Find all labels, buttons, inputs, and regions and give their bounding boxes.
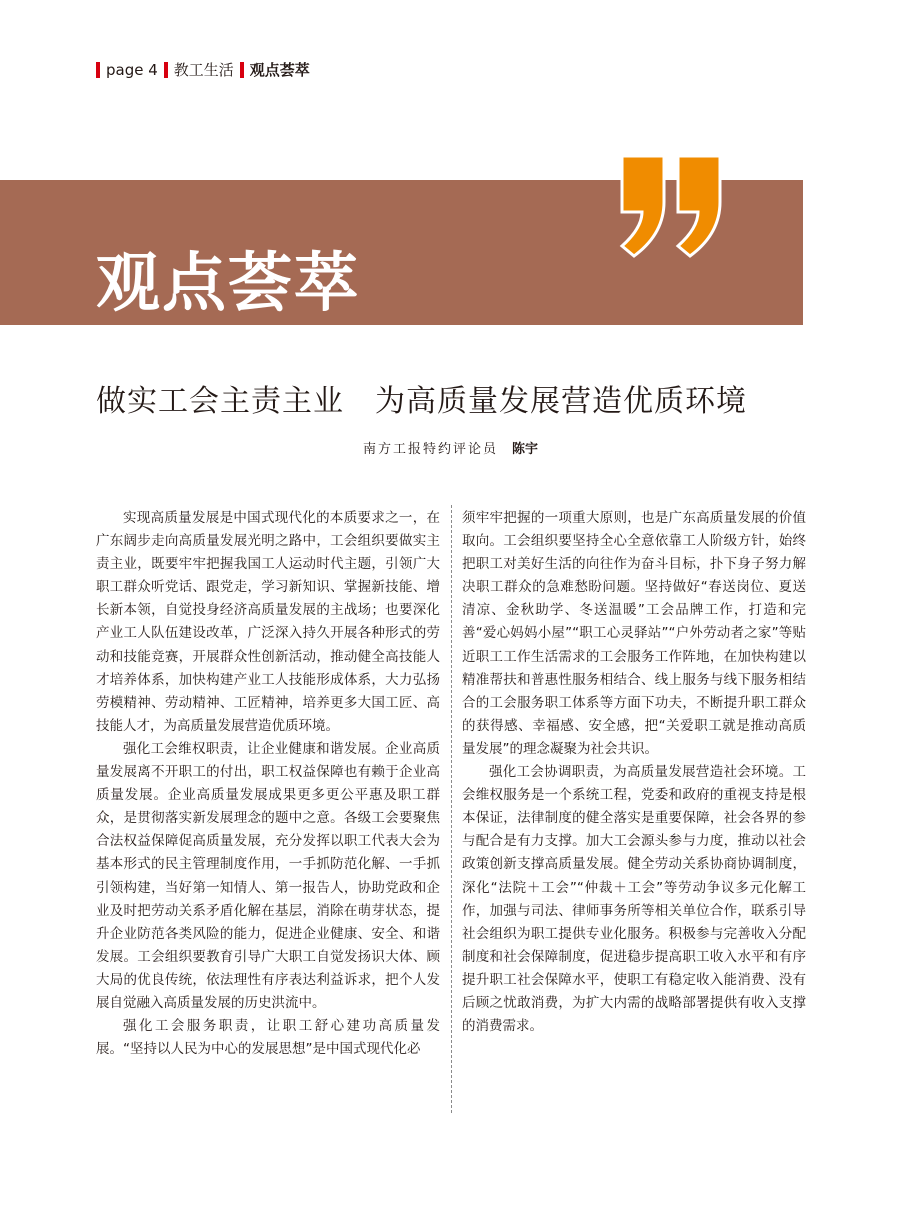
page-header (96, 60, 310, 80)
body-column-left (96, 507, 440, 1061)
byline-role: 南方工报特约评论员 (363, 442, 499, 457)
red-bar-marker (240, 62, 244, 78)
paragraph: 须牢牢把握的一项重大原则，也是广东高质量发展的价值取向。工会组织要坚持全心全意依靠工人阶级方针，始终把职工对美好生活的向往作为奋斗目标，扑下身子努力解决职工群众的急难愁盼问题。坚持做好“春送岗位、夏送清凉、金秋助学、冬送温暖”工会品牌工作，打造和完善“爱心妈妈小屋”“职工心灵驿站”“户外劳动者之家”等贴近职工工作生活需求的工会服务工作阵地，在加快构建以精准帮扶和普惠性服务相结合、线上服务与线下服务相结合的工会服务职工体系等方面下功夫，不断提升职工群众的获得感、幸福感、安全感，把“关爱职工就是推动高质量发展”的理念凝聚为社会共识。 (462, 510, 806, 757)
paragraph: 强化工会服务职责，让职工舒心建功高质量发展。“坚持以人民为中心的发展思想”是中国式现代化必 (96, 1018, 440, 1058)
byline-author: 陈宇 (512, 442, 539, 457)
quote-mark-left (622, 156, 664, 256)
article-title: 做实工会主责主业 为高质量发展营造优质环境 (96, 384, 747, 419)
red-bar-marker (164, 62, 168, 78)
paragraph: 强化工会协调职责，为高质量发展营造社会环境。工会维权服务是一个系统工程，党委和政府的重视支持是根本保证，法律制度的健全落实是重要保障，社会各界的参与配合是有力支撑。加大工会源头参与力度，推动以社会政策创新支撑高质量发展。健全劳动关系协商协调制度，深化“法院＋工会”“仲裁＋工会”等劳动争议多元化解工作，加强与司法、律师事务所等相关单位合作，联系引导社会组织为职工提供专业化服务。积极参与完善收入分配制度和社会保障制度，促进稳步提高职工收入水平和有序提升职工社会保障水平，使职工有稳定收入能消费、没有后顾之忧敢消费，为扩大内需的战略部署提供有收入支撑的消费需求。 (462, 764, 806, 1035)
column-divider (451, 505, 452, 1113)
body-column-right (462, 507, 806, 1038)
banner-title: 观点荟萃 (96, 247, 360, 321)
page-number: page 4 (106, 61, 158, 79)
quote-mark-icon (612, 156, 732, 261)
section-name: 教工生活 (173, 61, 234, 79)
red-bar-marker (96, 62, 100, 78)
paragraph: 实现高质量发展是中国式现代化的本质要求之一，在广东阔步走向高质量发展光明之路中，工会组织要做实主责主业，既要牢牢把握我国工人运动时代主题，引领广大职工群众听党话、跟党走，学习新知识、掌握新技能、增长新本领，自觉投身经济高质量发展的主战场；也要深化产业工人队伍建设改革，广泛深入持久开展各种形式的劳动和技能竞赛，开展群众性创新活动，推动健全高技能人才培养体系，加快构建产业工人技能形成体系，大力弘扬劳模精神、劳动精神、工匠精神，培养更多大国工匠、高技能人才，为高质量发展营造优质环境。 (96, 510, 440, 734)
quote-mark-right (678, 156, 720, 256)
paragraph: 强化工会维权职责，让企业健康和谐发展。企业高质量发展离不开职工的付出，职工权益保障也有赖于企业高质量发展。企业高质量发展成果更多更公平惠及职工群众，是贯彻落实新发展理念的题中之意。各级工会要聚焦合法权益保障促高质量发展，充分发挥以职工代表大会为基本形式的民主管理制度作用，一手抓防范化解、一手抓引领构建，当好第一知情人、第一报告人，协助党政和企业及时把劳动关系矛盾化解在基层，消除在萌芽状态，提升企业防范各类风险的能力，促进企业健康、安全、和谐发展。工会组织要教育引导广大职工自觉发扬识大体、顾大局的优良传统，依法理性有序表达利益诉求，把个人发展自觉融入高质量发展的历史洪流中。 (96, 740, 440, 1011)
column-name: 观点荟萃 (249, 61, 310, 79)
byline (363, 440, 538, 460)
